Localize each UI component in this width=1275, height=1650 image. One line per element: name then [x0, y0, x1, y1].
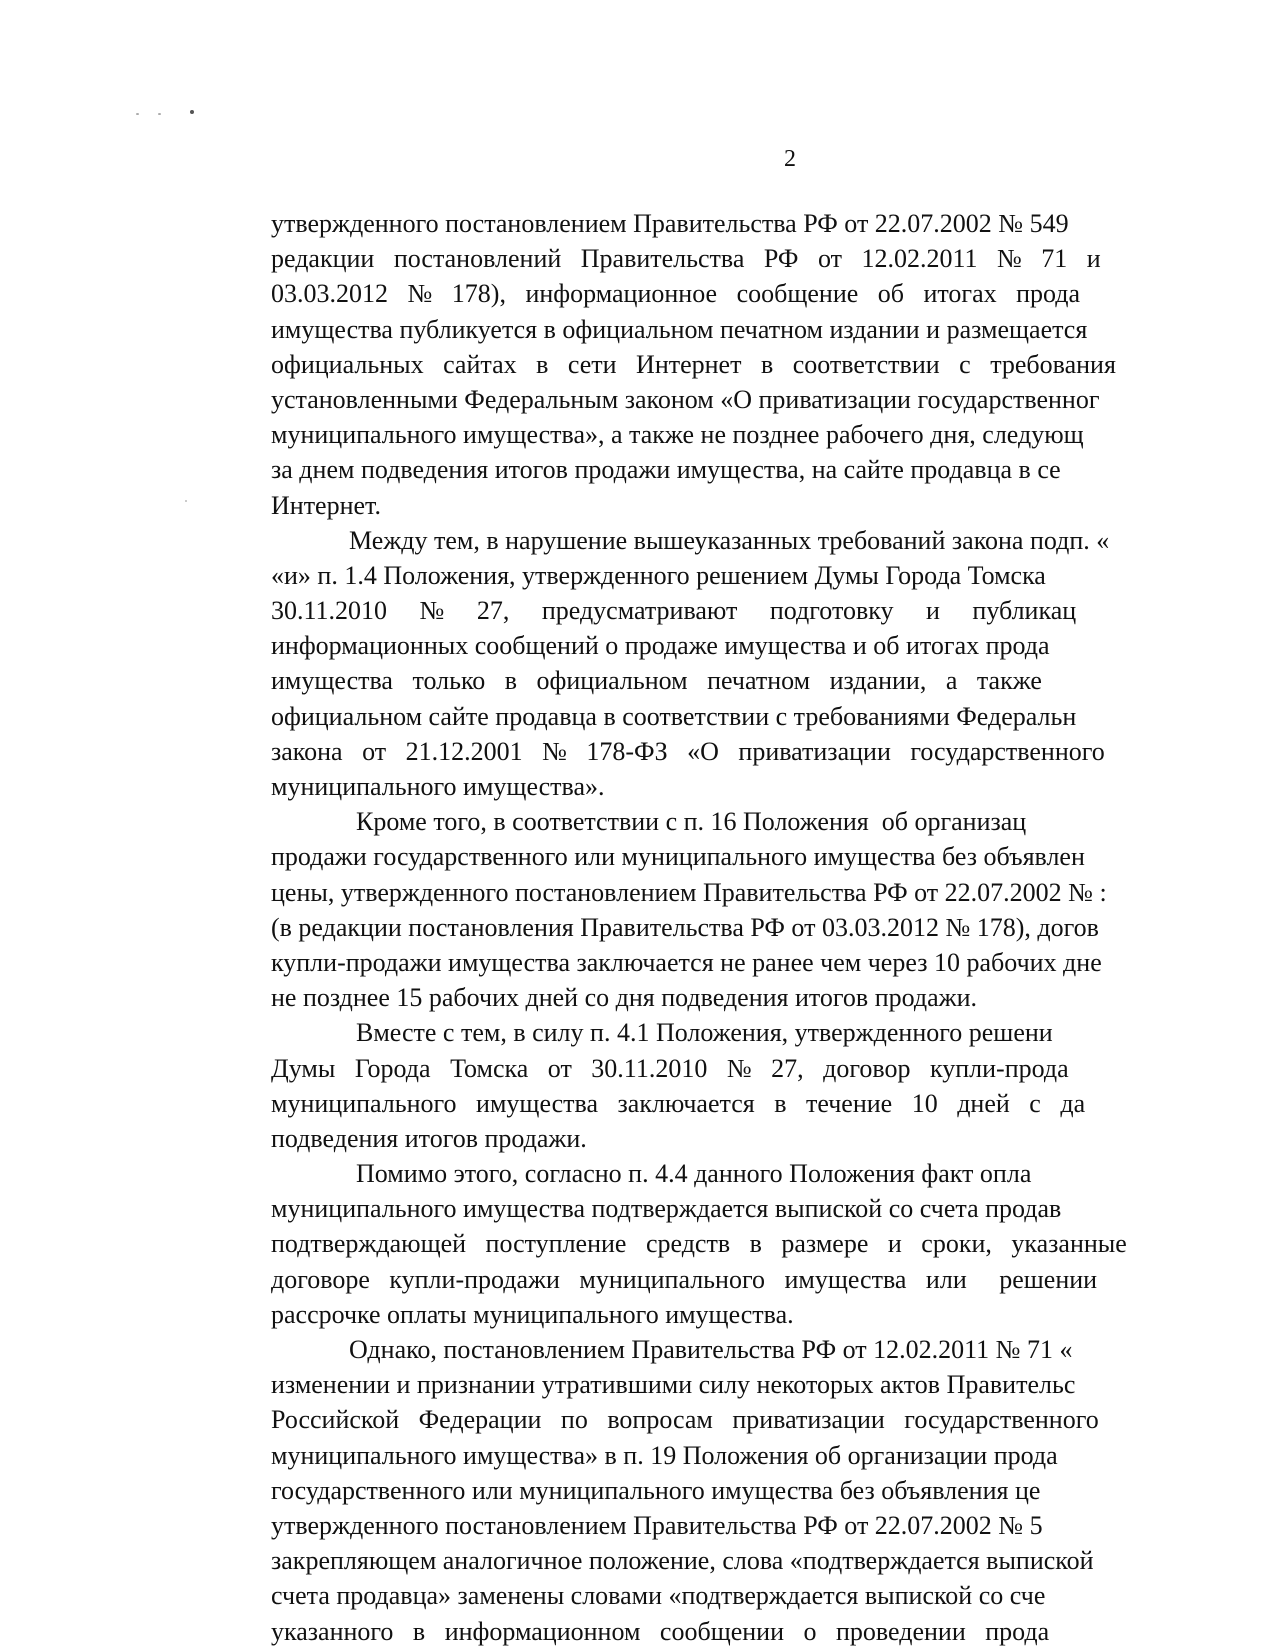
text-line: за днем подведения итогов продажи имущества, на сайте продавца в се	[271, 455, 1061, 485]
text-line: муниципального имущества», а также не позднее рабочего дня, следующ	[271, 420, 1084, 450]
text-line: утвержденного постановлением Правительства РФ от 22.07.2002 № 549	[271, 209, 1069, 238]
text-line: Кроме того, в соответствии с п. 16 Положения об организац	[356, 807, 1027, 837]
text-line: установленными Федеральным законом «О приватизации государственног	[271, 384, 1100, 414]
text-line: муниципального имущества подтверждается выпиской со счета продав	[271, 1194, 1062, 1224]
scan-speck	[190, 110, 194, 114]
text-line: не позднее 15 рабочих дней со дня подведения итогов продажи.	[271, 983, 978, 1013]
text-line: цены, утвержденного постановлением Правительства РФ от 22.07.2002 № :	[271, 877, 1107, 907]
text-line: муниципального имущества».	[271, 772, 605, 801]
text-line: муниципального имущества заключается в течение 10 дней с да	[271, 1088, 1086, 1118]
scan-speck	[185, 500, 187, 502]
text-line: подведения итогов продажи.	[271, 1123, 587, 1153]
text-line: продажи государственного или муниципального имущества без объявлен	[271, 842, 1085, 872]
text-line: 03.03.2012 № 178), информационное сообщение об итогах прода	[271, 279, 1081, 309]
text-line: имущества только в официальном печатном издании, а также	[271, 666, 1042, 696]
text-line: утвержденного постановлением Правительства РФ от 22.07.2002 № 5	[271, 1510, 1043, 1540]
scan-speck	[158, 113, 161, 115]
body-text	[271, 206, 1275, 1649]
text-line: Однако, постановлением Правительства РФ от 12.02.2011 № 71 «	[349, 1335, 1073, 1364]
text-line: счета продавца» заменены словами «подтверждается выпиской со сче	[271, 1581, 1046, 1611]
text-line: Между тем, в нарушение вышеуказанных требований закона подп. «	[349, 525, 1110, 555]
text-line: (в редакции постановления Правительства РФ от 03.03.2012 № 178), догов	[271, 912, 1099, 942]
text-line: Помимо этого, согласно п. 4.4 данного Положения факт опла	[356, 1159, 1032, 1189]
text-line: купли-продажи имущества заключается не ранее чем через 10 рабочих дне	[271, 947, 1102, 977]
text-line: официальном сайте продавца в соответствии с требованиями Федеральн	[271, 701, 1077, 731]
text-line: Интернет.	[271, 490, 381, 520]
text-line: Российской Федерации по вопросам приватизации государственного	[271, 1405, 1099, 1435]
text-line: закона от 21.12.2001 № 178-ФЗ «О приватизации государственного	[271, 736, 1105, 766]
text-line: муниципального имущества» в п. 19 Положения об организации прода	[271, 1440, 1058, 1470]
text-line: официальных сайтах в сети Интернет в соответствии с требования	[271, 349, 1116, 379]
text-line: рассрочке оплаты муниципального имущества.	[271, 1299, 794, 1329]
text-line: Думы Города Томска от 30.11.2010 № 27, договор купли-прода	[271, 1053, 1069, 1083]
text-line: закрепляющем аналогичное положение, слова «подтверждается выпиской	[271, 1546, 1094, 1576]
text-line: редакции постановлений Правительства РФ от 12.02.2011 № 71 и	[271, 244, 1101, 274]
text-line: имущества публикуется в официальном печатном издании и размещается	[271, 314, 1088, 344]
text-line: 30.11.2010 № 27, предусматривают подготовку и публикац	[271, 596, 1077, 626]
text-line: подтверждающей поступление средств в размере и сроки, указанные	[271, 1229, 1127, 1259]
text-line: государственного или муниципального имущества без объявления це	[271, 1475, 1041, 1505]
text-line: договоре купли-продажи муниципального имущества или решении	[271, 1264, 1098, 1294]
text-line: Вместе с тем, в силу п. 4.1 Положения, утвержденного решени	[356, 1018, 1053, 1048]
text-line: информационных сообщений о продаже имущества и об итогах прода	[271, 631, 1050, 661]
text-line: «и» п. 1.4 Положения, утвержденного решением Думы Города Томска	[271, 560, 1046, 590]
text-line: указанного в информационном сообщении о проведении прода	[271, 1616, 1050, 1646]
page-number: 2	[784, 146, 796, 172]
text-line: изменении и признании утратившими силу некоторых актов Правительс	[271, 1370, 1076, 1400]
scan-speck	[136, 113, 139, 115]
